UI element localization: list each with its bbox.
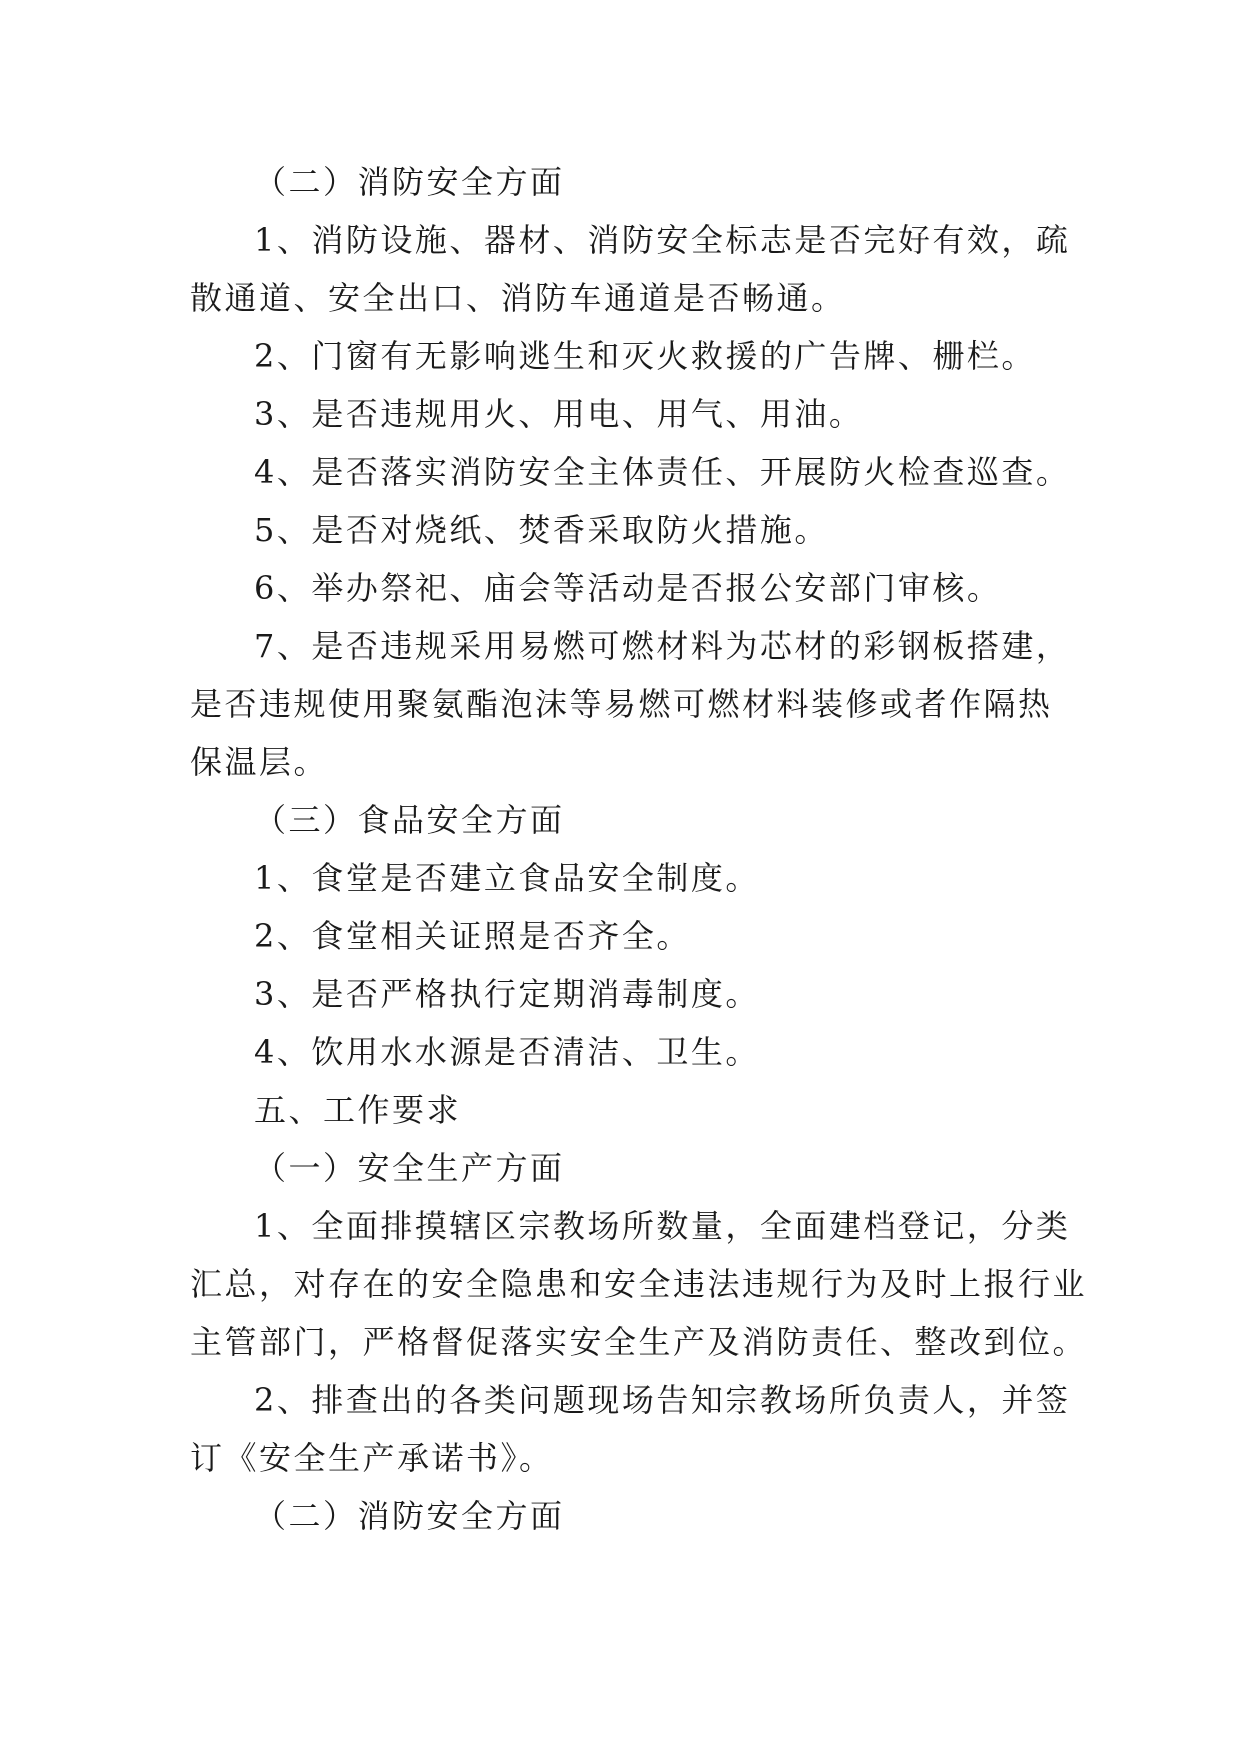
- paragraph-line: 散通道、安全出口、消防车通道是否畅通。: [190, 279, 846, 317]
- paragraph-line: 7、是否违规采用易燃可燃材料为芯材的彩钢板搭建，: [254, 627, 1071, 665]
- section-heading-work-requirements: 五、工作要求: [254, 1091, 462, 1129]
- paragraph-line: 6、举办祭祀、庙会等活动是否报公安部门审核。: [254, 569, 1002, 607]
- paragraph-line: 5、是否对烧纸、焚香采取防火措施。: [254, 511, 829, 549]
- paragraph-line: 2、食堂相关证照是否齐全。: [254, 917, 691, 955]
- paragraph-line: 主管部门，严格督促落实安全生产及消防责任、整改到位。: [190, 1323, 1088, 1361]
- paragraph-line: 1、消防设施、器材、消防安全标志是否完好有效，疏: [254, 221, 1071, 259]
- section-heading-fire-safety: （二）消防安全方面: [254, 163, 565, 201]
- paragraph-line: 1、全面排摸辖区宗教场所数量，全面建档登记，分类: [254, 1207, 1071, 1245]
- paragraph-line: 3、是否严格执行定期消毒制度。: [254, 975, 760, 1013]
- paragraph-line: 4、饮用水水源是否清洁、卫生。: [254, 1033, 760, 1071]
- paragraph-line: 2、排查出的各类问题现场告知宗教场所负责人，并签: [254, 1381, 1071, 1419]
- section-heading-production-safety: （一）安全生产方面: [254, 1149, 565, 1187]
- paragraph-line: 2、门窗有无影响逃生和灭火救援的广告牌、栅栏。: [254, 337, 1036, 375]
- paragraph-line: 汇总，对存在的安全隐患和安全违法违规行为及时上报行业: [190, 1265, 1088, 1303]
- section-heading-fire-safety: （二）消防安全方面: [254, 1497, 565, 1535]
- paragraph-line: 1、食堂是否建立食品安全制度。: [254, 859, 760, 897]
- paragraph-line: 是否违规使用聚氨酯泡沫等易燃可燃材料装修或者作隔热: [190, 685, 1053, 723]
- paragraph-line: 3、是否违规用火、用电、用气、用油。: [254, 395, 864, 433]
- document-body: [190, 153, 1088, 1545]
- paragraph-line: 订《安全生产承诺书》。: [190, 1439, 554, 1477]
- section-heading-food-safety: （三）食品安全方面: [254, 801, 565, 839]
- paragraph-line: 保温层。: [190, 743, 329, 781]
- paragraph-line: 4、是否落实消防安全主体责任、开展防火检查巡查。: [254, 453, 1071, 491]
